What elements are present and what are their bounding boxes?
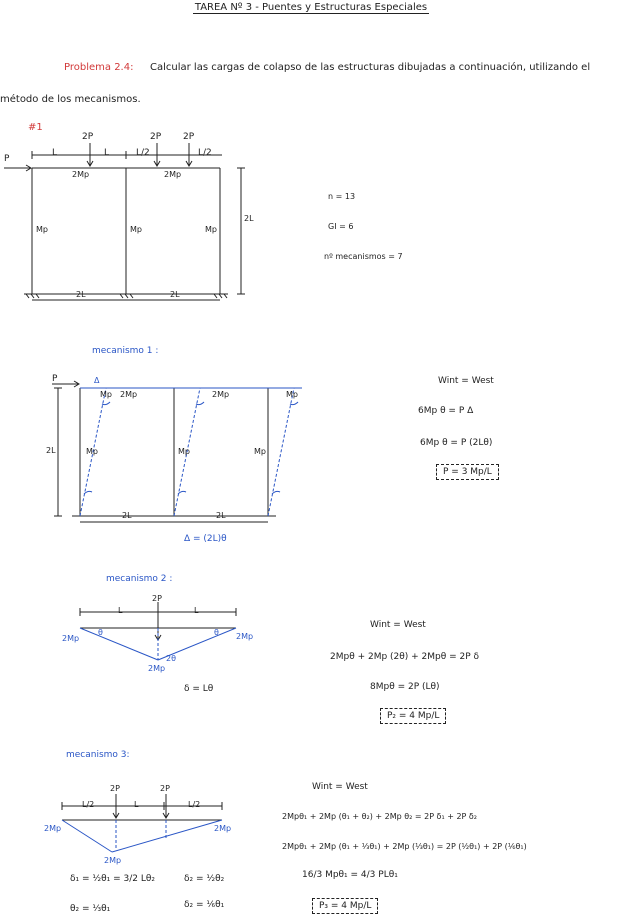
mechanism3-eq-1: Wint = West xyxy=(312,782,368,792)
frame-height: 2L xyxy=(244,214,254,223)
mechanism3-eq-3: 2Mpθ₁ + 2Mp (θ₁ + ⅓θ₁) + 2Mp (⅓θ₁) = 2P (½θ₁) + 2P (⅙θ₁) xyxy=(282,842,527,851)
problem-text-line1: Calcular las cargas de colapso de las estructuras dibujadas a continuación, utilizando el xyxy=(150,62,591,73)
mechanism2-eq-1: Wint = West xyxy=(370,620,426,630)
frame-info-gi: GI = 6 xyxy=(328,222,354,231)
frame-load-1: 2P xyxy=(82,132,94,142)
frame-beam-label-1: 2Mp xyxy=(72,170,90,179)
frame-dim-4: L/2 xyxy=(198,148,212,158)
frame-col-label-3: Mp xyxy=(205,225,217,234)
mechanism3-eq-left-2: θ₂ = ⅓θ₁ xyxy=(70,904,111,914)
page-title: TAREA Nº 3 - Puentes y Estructuras Especiales xyxy=(194,2,428,13)
mechanism3-load-2: 2P xyxy=(160,784,170,793)
frame-side-load: P xyxy=(4,154,10,164)
mechanism1-eq-1: Wint = West xyxy=(438,376,494,386)
mechanism3-eq-mid-1: δ₂ = ½θ₂ xyxy=(184,874,225,884)
mechanism3-moment-2: 2Mp xyxy=(214,824,232,833)
frame-beam-label-2: 2Mp xyxy=(164,170,182,179)
problem-label: Problema 2.4: xyxy=(64,62,134,73)
frame-col-label-2: Mp xyxy=(130,225,142,234)
mechanism3-result: P₃ = 4 Mp/L xyxy=(312,898,378,914)
problem-text-line2: método de los mecanismos. xyxy=(0,94,141,105)
mechanism1-delta-eq: Δ = (2L)θ xyxy=(184,534,227,544)
mechanism1-col-2: Mp xyxy=(178,447,190,456)
mechanism1-bottom-dim-1: 2L xyxy=(122,511,132,520)
mechanism3-moment-3: 2Mp xyxy=(104,856,122,865)
mechanism3-eq-2: 2Mpθ₁ + 2Mp (θ₁ + θ₂) + 2Mp θ₂ = 2P δ₁ + 2P δ₂ xyxy=(282,812,478,821)
frame-col-label-1: Mp xyxy=(36,225,48,234)
mechanism1-result: P = 3 Mp/L xyxy=(436,464,499,480)
mechanism1-label-2: 2Mp xyxy=(120,390,138,399)
mechanism2-angle-1: θ xyxy=(98,628,103,637)
mechanism1-col-1: Mp xyxy=(86,447,98,456)
mechanism1-P: P xyxy=(52,374,58,384)
mechanism1-title: mecanismo 1 : xyxy=(92,346,159,356)
mechanism2-dim-2: L xyxy=(194,606,199,615)
mechanism2-moment-2: 2Mp xyxy=(236,632,254,641)
mechanism2-angle-3: 2θ xyxy=(166,654,176,663)
mechanism2-result: P₂ = 4 Mp/L xyxy=(380,708,446,724)
frame-info-mechanisms: nº mecanismos = 7 xyxy=(324,252,403,261)
mechanism2-angle-2: θ xyxy=(214,628,219,637)
frame-dim-3: L/2 xyxy=(136,148,150,158)
mechanism2-eq-3: 8Mpθ = 2P (Lθ) xyxy=(370,682,440,692)
mechanism2-eq-2: 2Mpθ + 2Mp (2θ) + 2Mpθ = 2P δ xyxy=(330,652,480,662)
mechanism3-dim-3: L/2 xyxy=(188,800,201,809)
frame-dim-1: L xyxy=(52,148,58,158)
mechanism2-load: 2P xyxy=(152,594,162,603)
mechanism1-bottom-dim-2: 2L xyxy=(216,511,226,520)
mechanism1-eq-3: 6Mp θ = P (2Lθ) xyxy=(420,438,493,448)
mechanism1-col-3: Mp xyxy=(254,447,266,456)
frame-info-n: n = 13 xyxy=(328,192,356,201)
mechanism1-label-1: Mp xyxy=(100,390,112,399)
mechanism1-eq-2: 6Mp θ = P Δ xyxy=(418,406,474,416)
mechanism2-delta-eq: δ = Lθ xyxy=(184,684,214,694)
problem-number: #1 xyxy=(28,122,43,133)
mechanism1-height: 2L xyxy=(46,446,56,455)
frame-bottom-dim-1: 2L xyxy=(76,290,86,299)
mechanism1-label-3: 2Mp xyxy=(212,390,230,399)
mechanism3-title: mecanismo 3: xyxy=(66,750,130,760)
frame-load-2: 2P xyxy=(150,132,162,142)
mechanism1-label-4: Mp xyxy=(286,390,298,399)
mechanism2-dim-1: L xyxy=(118,606,123,615)
mechanism3-dim-1: L/2 xyxy=(82,800,95,809)
mechanism3-eq-left-1: δ₁ = ½θ₁ = 3/2 Lθ₂ xyxy=(70,874,155,884)
mechanism2-title: mecanismo 2 : xyxy=(106,574,173,584)
mechanism2-moment-1: 2Mp xyxy=(62,634,80,643)
frame-dim-2: L xyxy=(104,148,110,158)
mechanism3-moment-1: 2Mp xyxy=(44,824,62,833)
mechanism3-dim-2: L xyxy=(134,800,139,809)
frame-bottom-dim-2: 2L xyxy=(170,290,180,299)
mechanism3-eq-mid-2: δ₂ = ⅙θ₁ xyxy=(184,900,225,910)
mechanism2-moment-3: 2Mp xyxy=(148,664,166,673)
mechanism3-eq-4: 16/3 Mpθ₁ = 4/3 PLθ₁ xyxy=(302,870,398,880)
frame-load-3: 2P xyxy=(183,132,195,142)
mechanism3-load-1: 2P xyxy=(110,784,120,793)
mechanism1-delta: Δ xyxy=(94,376,100,385)
